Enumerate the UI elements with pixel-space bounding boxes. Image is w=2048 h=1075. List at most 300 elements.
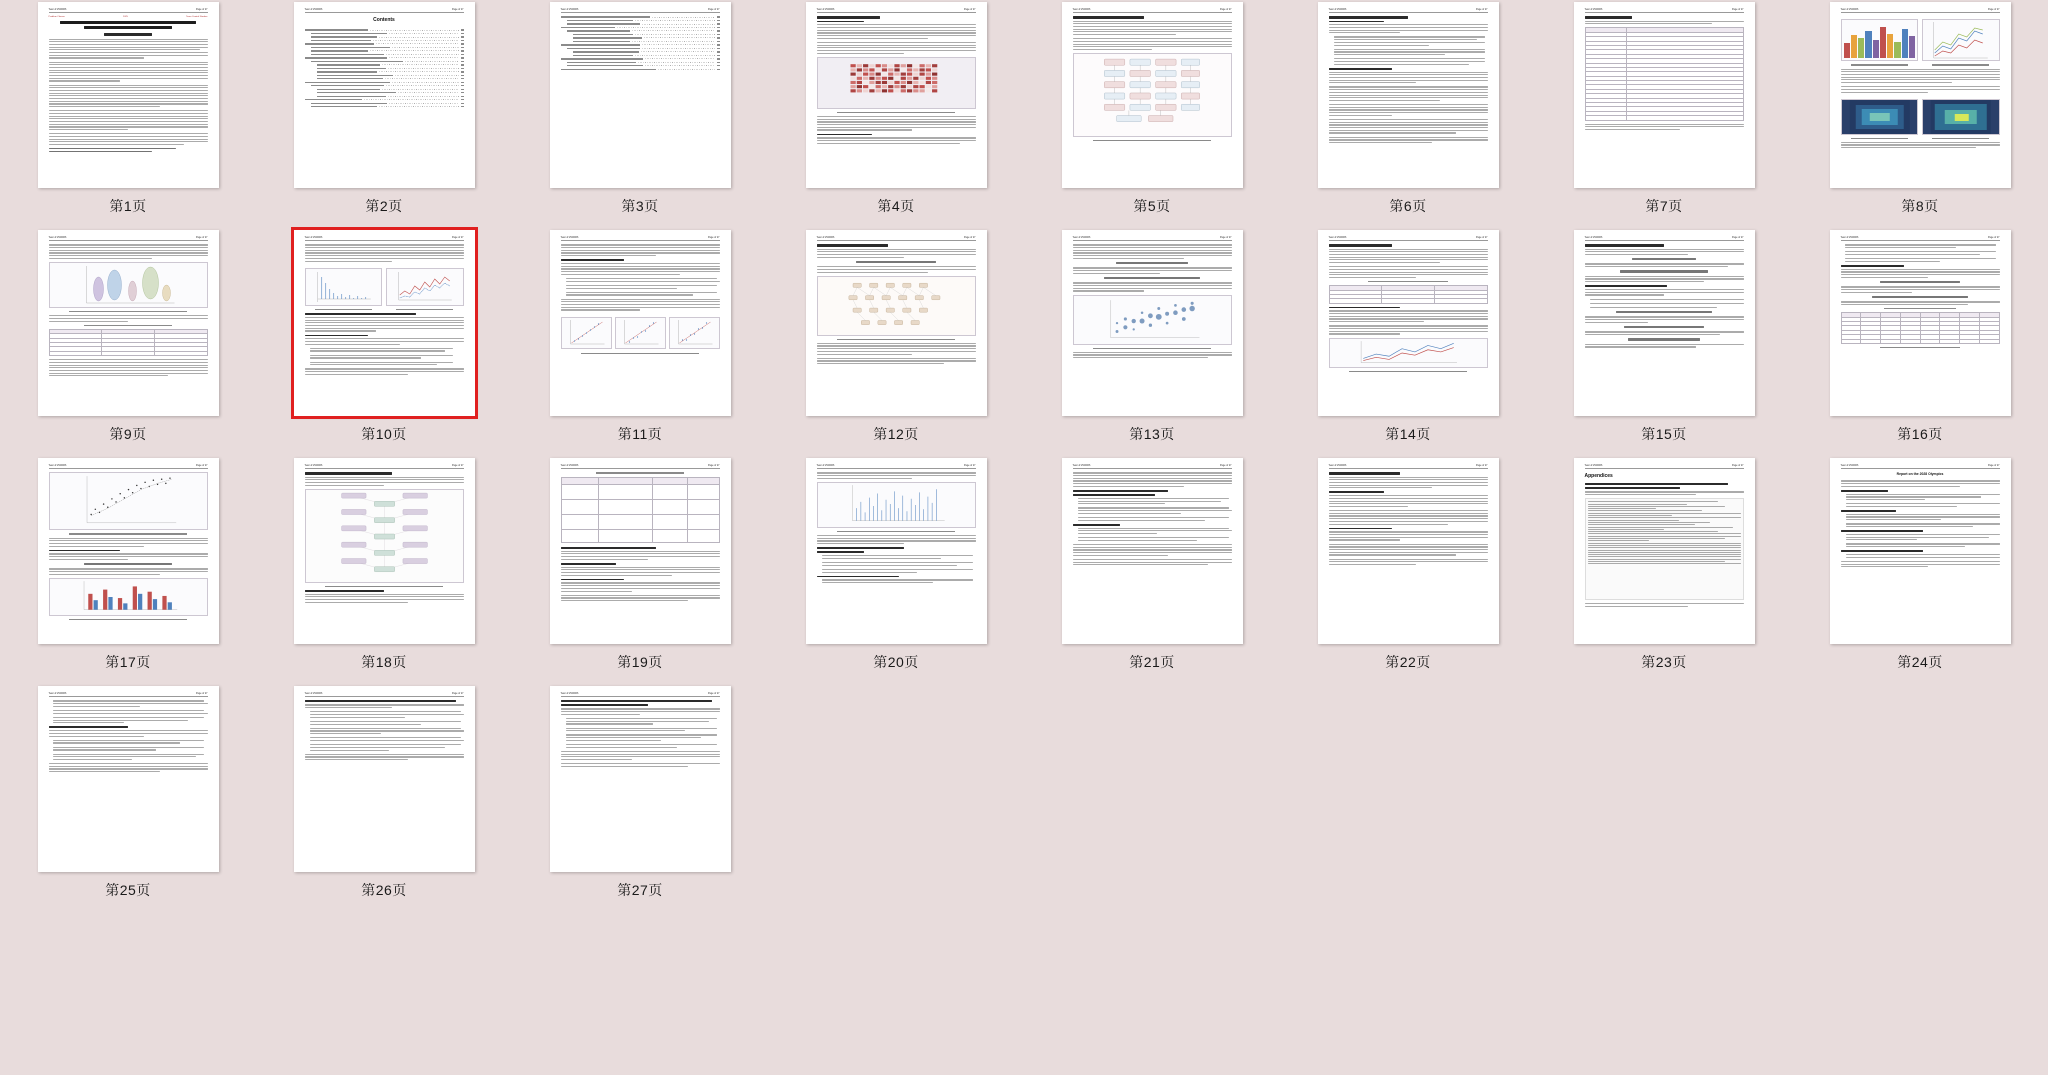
table-row [1329,299,1487,303]
toc-item[interactable] [305,89,464,90]
appendices-heading: Appendices [1584,473,1613,480]
memo-heading: Report on the 2028 Olympics [1896,472,1944,477]
body-paragraph [817,42,976,54]
list-item [561,744,720,748]
toc-item[interactable] [561,44,720,45]
subsection-heading [561,579,625,581]
thumbnail-cell[interactable] [1280,456,1536,684]
table-header-row [561,477,719,484]
body-paragraph [49,133,208,145]
list-item [561,728,720,732]
page-thumbnail-4[interactable] [806,2,987,188]
page-thumbnail-17[interactable] [38,458,219,644]
page-caption: 第3页 [621,198,659,214]
body-paragraph [1585,124,1744,131]
acf-plot-figure [305,268,383,306]
body-paragraph [817,249,976,258]
thumbnail-cell[interactable] [512,0,768,228]
page-header [817,465,976,469]
header-left: Team # 2549066 [1584,236,1603,239]
toc-item[interactable] [561,48,720,49]
body-paragraph [49,110,208,130]
header-left: Team # 2549066 [48,692,67,695]
page-header [1841,465,2000,469]
list-item [49,717,208,724]
list-item [1841,494,2000,501]
page-thumbnail-16[interactable] [1830,230,2011,416]
table-row [1841,339,1999,343]
subsection-heading [817,551,865,553]
body-paragraph [1329,559,1488,566]
page-header [1585,465,1744,469]
toc-item[interactable] [561,16,720,17]
thumbnail-cell[interactable] [1280,228,1536,456]
table-row [1585,116,1743,120]
toc-item[interactable] [561,20,720,21]
page-header [49,237,208,241]
table-row [561,484,719,499]
section-heading [1585,16,1633,18]
page-caption: 第4页 [877,198,915,214]
page-header [49,9,208,13]
page-thumbnail-26[interactable] [294,686,475,872]
subsection-heading [1841,490,1889,492]
page-thumbnail-19[interactable] [550,458,731,644]
toc-item[interactable] [305,92,464,93]
header-right: Page of 27 [1475,236,1488,239]
toc-item[interactable] [305,54,464,55]
toc-item[interactable] [561,34,720,35]
header-left: Team # 2549066 [1328,236,1347,239]
list-item [817,569,976,573]
body-paragraph [1585,316,1744,323]
page-caption: 第17页 [105,654,151,670]
list-item [1329,49,1488,56]
body-paragraph [817,343,976,355]
body-paragraph [1073,559,1232,566]
subsection-heading [1329,68,1393,70]
toc-item[interactable] [305,78,464,79]
heatmap-figure [817,57,976,109]
toc-item[interactable] [305,71,464,72]
subsection-heading [561,259,625,261]
list-item [305,737,464,741]
equation [84,563,171,565]
body-paragraph [1585,263,1744,267]
body-paragraph [49,85,208,108]
subsection-heading [1073,494,1156,496]
page-caption: 第23页 [1641,654,1687,670]
contest-field: Team Control Number [186,16,208,19]
subsection-heading [817,576,900,578]
page-thumbnail-6[interactable] [1318,2,1499,188]
page-thumbnail-22[interactable] [1318,458,1499,644]
toc-item[interactable] [305,43,464,44]
table-row [561,499,719,514]
list-item [1841,534,2000,541]
header-left: Team # 2549066 [1328,8,1347,11]
body-paragraph [1073,352,1232,359]
body-paragraph [305,368,464,375]
heatmap-figure-left [1841,99,1919,135]
body-paragraph [1329,104,1488,116]
page-thumbnail-18[interactable] [294,458,475,644]
header-right: Page of 27 [451,236,464,239]
figure-caption [837,112,955,113]
dot-grid-chart [1074,296,1231,344]
list-item [305,362,464,366]
page-caption: 第2页 [365,198,403,214]
thumbnail-cell[interactable] [0,0,256,228]
body-paragraph [1841,269,2000,278]
thumbnail-cell[interactable] [1024,456,1280,684]
page-header [1841,237,2000,241]
thumbnail-cell[interactable] [1536,456,1792,684]
equation [1632,258,1696,260]
list-item [1841,523,2000,527]
list-item [1585,307,1744,308]
body-paragraph [1585,276,1744,283]
page-thumbnail-13[interactable] [1062,230,1243,416]
line-plot-figure [1329,338,1488,368]
toc-item[interactable] [305,40,464,41]
page-thumbnail-12[interactable] [806,230,987,416]
dot-grid-figure [1073,295,1232,345]
body-paragraph [305,754,464,761]
toc-item[interactable] [305,36,464,37]
toc-item[interactable] [305,33,464,34]
toc-item[interactable] [305,99,464,100]
body-paragraph [305,477,464,486]
header-right: Page of 27 [963,464,976,467]
body-paragraph [817,137,976,144]
thumbnail-cell[interactable] [0,684,256,912]
header-left: Team # 2549066 [816,8,835,11]
page-thumbnail-21[interactable] [1062,458,1243,644]
list-item [1329,36,1488,45]
toc-item[interactable] [305,75,464,76]
body-paragraph [561,244,720,256]
list-item [561,718,720,725]
body-paragraph [1073,472,1232,487]
header-right: Page of 27 [1987,8,2000,11]
page-caption: 第20页 [873,654,919,670]
toc-item[interactable] [305,82,464,83]
page-thumbnail-11[interactable] [550,230,731,416]
header-left: Team # 2549066 [816,236,835,239]
toc-item[interactable] [305,103,464,104]
page-header [561,465,720,469]
thumbnail-cell[interactable] [512,228,768,456]
page-caption: 第1页 [109,198,147,214]
header-left: Team # 2549066 [560,8,579,11]
page-caption: 第6页 [1389,198,1427,214]
list-item [1073,517,1232,521]
page-caption: 第18页 [361,654,407,670]
page-thumbnail-1[interactable] [38,2,219,188]
equation [1616,311,1711,313]
equation [1872,296,1967,298]
page-thumbnail-14[interactable] [1318,230,1499,416]
thumbnail-cell[interactable] [1024,0,1280,228]
list-item [1073,528,1232,535]
page-thumbnail-15[interactable] [1574,230,1755,416]
paper-title [49,21,208,29]
body-paragraph [1329,310,1488,322]
thumbnail-cell[interactable] [1536,0,1792,228]
thumbnail-cell[interactable] [1792,456,2048,684]
toc-item[interactable] [305,57,464,58]
body-paragraph [1073,267,1232,274]
toc-item[interactable] [561,65,720,66]
toc-item[interactable] [561,30,720,31]
page-caption: 第22页 [1385,654,1431,670]
toc-item[interactable] [305,29,464,30]
thumbnail-cell[interactable] [512,684,768,912]
page-header [1841,9,2000,13]
list-item [1585,303,1744,304]
header-right: Page of 27 [451,8,464,11]
equation [1104,277,1199,279]
page-thumbnail-5[interactable] [1062,2,1243,188]
page-thumbnail-3[interactable] [550,2,731,188]
toc-item[interactable] [561,58,720,59]
equation [1624,326,1704,328]
thumbnail-cell[interactable] [256,684,512,912]
body-paragraph [1329,72,1488,84]
body-paragraph [49,568,208,575]
header-left: Team # 2549066 [48,8,67,11]
toc-item[interactable] [305,47,464,48]
body-paragraph [49,244,208,259]
list-item [1585,299,1744,300]
section-heading [561,547,656,549]
list-item [1841,514,2000,521]
header-right: Page of 27 [1475,464,1488,467]
section-heading [305,313,416,315]
body-paragraph [49,359,208,376]
page-header [1585,9,1744,13]
header-left: Team # 2549066 [48,236,67,239]
header-right: Page of 27 [451,692,464,695]
body-paragraph [1841,69,2000,84]
list-item [817,579,976,583]
page-caption: 第5页 [1133,198,1171,214]
toc-item[interactable] [305,96,464,97]
page-thumbnail-2[interactable] [294,2,475,188]
flowchart-figure [1073,53,1232,137]
toc-item[interactable] [561,23,720,24]
header-right: Page of 27 [195,692,208,695]
thumbnail-cell[interactable] [0,456,256,684]
body-paragraph [1329,249,1488,264]
page-header [305,237,464,241]
body-paragraph [1841,86,2000,93]
header-right: Page of 27 [707,692,720,695]
thumbnail-cell[interactable] [0,228,256,456]
body-paragraph [561,263,720,275]
header-left: Team # 2549066 [48,464,67,467]
grouped-bar-chart [50,579,207,615]
page-header [561,693,720,697]
thumbnail-cell[interactable] [768,456,1024,684]
header-right: Page of 27 [1219,236,1232,239]
header-right: Page of 27 [1987,236,2000,239]
header-left: Team # 2549066 [560,236,579,239]
header-left: Team # 2549066 [1840,236,1859,239]
body-paragraph [305,317,464,332]
header-left: Team # 2549066 [816,464,835,467]
body-paragraph [49,730,208,737]
page-caption: 第25页 [105,882,151,898]
body-paragraph [1585,344,1744,348]
thumbnail-cell[interactable] [1536,228,1792,456]
toc-item[interactable] [561,41,720,42]
page-caption: 第24页 [1897,654,1943,670]
keywords [49,148,208,152]
list-item [49,700,208,707]
page-header [1329,465,1488,469]
table-row [561,529,719,542]
body-paragraph [817,472,976,479]
page-header [1073,9,1232,13]
header-right: Page of 27 [707,8,720,11]
query-heading [561,700,712,702]
list-item [305,348,464,352]
list-item [1841,244,2000,248]
thumbnail-cell[interactable] [256,456,512,684]
header-left: Team # 2549066 [304,464,323,467]
network-diagram-figure [305,489,464,583]
page-thumbnail-20[interactable] [806,458,987,644]
thumbnail-cell[interactable] [256,0,512,228]
toc-item[interactable] [561,51,720,52]
header-right: Page of 27 [1219,8,1232,11]
body-paragraph [1329,119,1488,134]
query-heading [305,700,456,702]
page-thumbnail-9[interactable] [38,230,219,416]
page-header [49,465,208,469]
page-caption: 第11页 [617,426,663,442]
random-forest-diagram [818,277,975,335]
thumbnail-cell[interactable] [768,228,1024,456]
body-paragraph [1073,21,1232,36]
header-right: Page of 27 [1987,464,2000,467]
toc-item[interactable] [561,55,720,56]
toc-item[interactable] [561,62,720,63]
insights-table [561,477,720,543]
table-row [49,351,207,355]
thumbnail-cell-selected[interactable] [256,228,512,456]
thumbnail-cell[interactable] [1024,228,1280,456]
subsection-heading [1073,524,1121,526]
list-item [49,710,208,714]
toc-list-continued[interactable] [561,16,720,70]
list-item [1841,251,2000,255]
thumbnail-cell[interactable] [768,0,1024,228]
list-item [49,754,208,761]
equation [1628,338,1700,340]
page-thumbnail-8[interactable] [1830,2,2011,188]
equation [1620,270,1707,272]
thumbnail-cell[interactable] [1792,0,2048,228]
section-heading [817,16,881,18]
toc-item[interactable] [305,68,464,69]
heatmap-svg [820,60,973,106]
body-paragraph [49,538,208,547]
toc-item[interactable] [561,27,720,28]
thumbnail-cell[interactable] [1792,228,2048,456]
list-item [561,285,720,289]
contents-heading: Contents [373,17,395,24]
body-paragraph [1329,137,1488,144]
header-left: Team # 2549066 [560,464,579,467]
list-item [561,734,720,741]
body-paragraph [49,763,208,772]
toc-item[interactable] [305,85,464,86]
toc-item[interactable] [561,69,720,70]
page-thumbnail-24[interactable] [1830,458,2011,644]
section-heading [817,244,889,246]
header-right: Page of 27 [1219,464,1232,467]
header-right: Page of 27 [963,8,976,11]
list-item [49,740,208,744]
list-item [305,744,464,751]
subsection-heading [1585,285,1668,287]
wide-results-table [1841,312,2000,344]
header-right: Page of 27 [1475,8,1488,11]
body-paragraph [817,358,976,365]
toc-list[interactable] [305,29,464,107]
header-right: Page of 27 [451,464,464,467]
body-paragraph [49,62,208,82]
body-paragraph [817,266,976,273]
toc-item[interactable] [305,64,464,65]
page-thumbnail-25[interactable] [38,686,219,872]
page-caption: 第19页 [617,654,663,670]
thumbnail-cell[interactable] [512,456,768,684]
page-thumbnail-10[interactable] [294,230,475,416]
timeseries-chart [818,483,975,527]
list-item [817,562,976,566]
page-thumbnail-23[interactable] [1574,458,1755,644]
subsection-heading [1329,491,1385,493]
thumbnail-cell[interactable] [1280,0,1536,228]
page-thumbnail-27[interactable] [550,686,731,872]
page-thumbnail-7[interactable] [1574,2,1755,188]
subsection-heading [305,590,385,592]
section-heading [305,472,392,474]
toc-item[interactable] [561,37,720,38]
subsection-heading [1841,530,1924,532]
page-header [1585,237,1744,241]
toc-item[interactable] [305,50,464,51]
page-header [561,237,720,241]
list-item [1841,503,2000,507]
body-paragraph [561,708,720,715]
header-left: Team # 2549066 [304,8,323,11]
toc-item[interactable] [305,61,464,62]
header-right: Page of 27 [963,236,976,239]
toc-item[interactable] [305,106,464,107]
equation [1880,281,1960,283]
body-paragraph [305,244,464,261]
list-item [561,292,720,296]
violin-plot-figure [49,262,208,308]
page-header [1073,237,1232,241]
page-header [817,237,976,241]
body-paragraph [1841,301,2000,305]
